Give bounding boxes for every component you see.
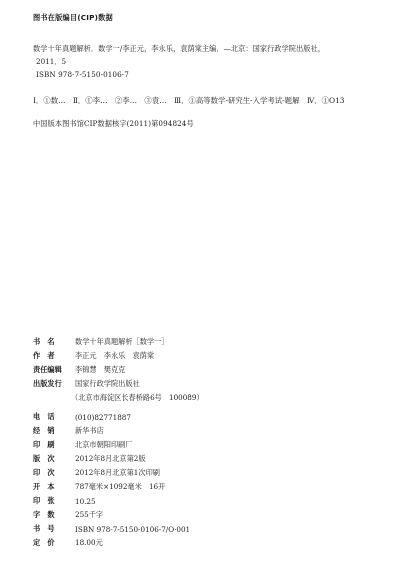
pub-row-sheets — [33, 495, 96, 507]
pub-row-distributor — [33, 425, 104, 437]
cip-record-number: 中国版本图书馆CIP数据核字(2011)第094824号 — [33, 119, 194, 128]
pub-value: (010)82771887 — [75, 412, 131, 422]
pub-label: 书 名 — [33, 337, 55, 346]
pub-value: 18.00元 — [75, 538, 103, 547]
pub-row-printer — [33, 439, 133, 451]
pub-label: 责任编辑 — [33, 365, 62, 374]
pub-value: 新华书店 — [75, 426, 104, 435]
pub-label: 字 数 — [33, 510, 55, 519]
pub-value: 李正元 李永乐 袁荫棠 — [75, 351, 155, 360]
pub-label: 电 话 — [33, 412, 55, 421]
pub-value: 787毫米×1092毫米 16开 — [75, 482, 166, 491]
pub-label: 书 号 — [33, 524, 55, 533]
pub-row-author — [33, 350, 154, 362]
cip-subject-line: Ⅰ．①数… Ⅱ．①李… ②李… ③袁… Ⅲ．①高等数学-研究生-入学考试-题解 Ⅳ．①O13 — [33, 96, 345, 105]
pub-label: 定 价 — [33, 538, 55, 547]
pub-row-printing — [33, 467, 160, 479]
pub-row-price — [33, 537, 103, 549]
cip-isbn-line: ISBN 978-7-5150-0106-7 — [36, 70, 129, 79]
pub-label: 开 本 — [33, 482, 55, 491]
pub-row-address — [33, 392, 204, 404]
cip-title-line: 数学十年真题解析．数学一/李正元，李永乐，袁荫棠主编．—北京：国家行政学院出版社， — [33, 44, 325, 53]
pub-row-editor — [33, 364, 125, 376]
pub-value: ISBN 978-7-5150-0106-7/O·001 — [75, 524, 191, 534]
pub-label: 出版发行 — [33, 379, 62, 388]
pub-label: 经 销 — [33, 426, 55, 435]
pub-row-phone — [33, 411, 131, 423]
pub-label: 印 张 — [33, 496, 55, 505]
pub-value: （北京市海淀区长春桥路6号 100089） — [71, 393, 204, 402]
pub-label: 印 次 — [33, 468, 55, 477]
pub-row-word-count — [33, 509, 103, 521]
pub-row-format — [33, 481, 165, 493]
pub-label: 作 者 — [33, 351, 55, 360]
pub-value: 2012年8月北京第2版 — [75, 454, 146, 463]
pub-label: 印 刷 — [33, 440, 55, 449]
pub-value: 数学十年真题解析［数学一］ — [75, 337, 169, 346]
cip-date-line: 2011．5 — [36, 57, 67, 66]
pub-row-edition — [33, 453, 146, 465]
pub-label: 版 次 — [33, 454, 55, 463]
pub-value: 255千字 — [75, 510, 104, 519]
pub-value: 北京市朝阳印刷厂 — [75, 440, 133, 449]
pub-value: 10.25 — [75, 496, 96, 506]
pub-value: 国家行政学院出版社 — [75, 379, 140, 388]
pub-value: 李锦慧 樊克克 — [75, 365, 126, 374]
pub-row-title — [33, 336, 168, 348]
pub-row-publisher — [33, 378, 140, 390]
pub-row-isbn — [33, 523, 190, 535]
pub-value: 2012年8月北京第1次印刷 — [75, 468, 160, 477]
cip-heading: 图书在版编目(CIP)数据 — [33, 13, 113, 22]
